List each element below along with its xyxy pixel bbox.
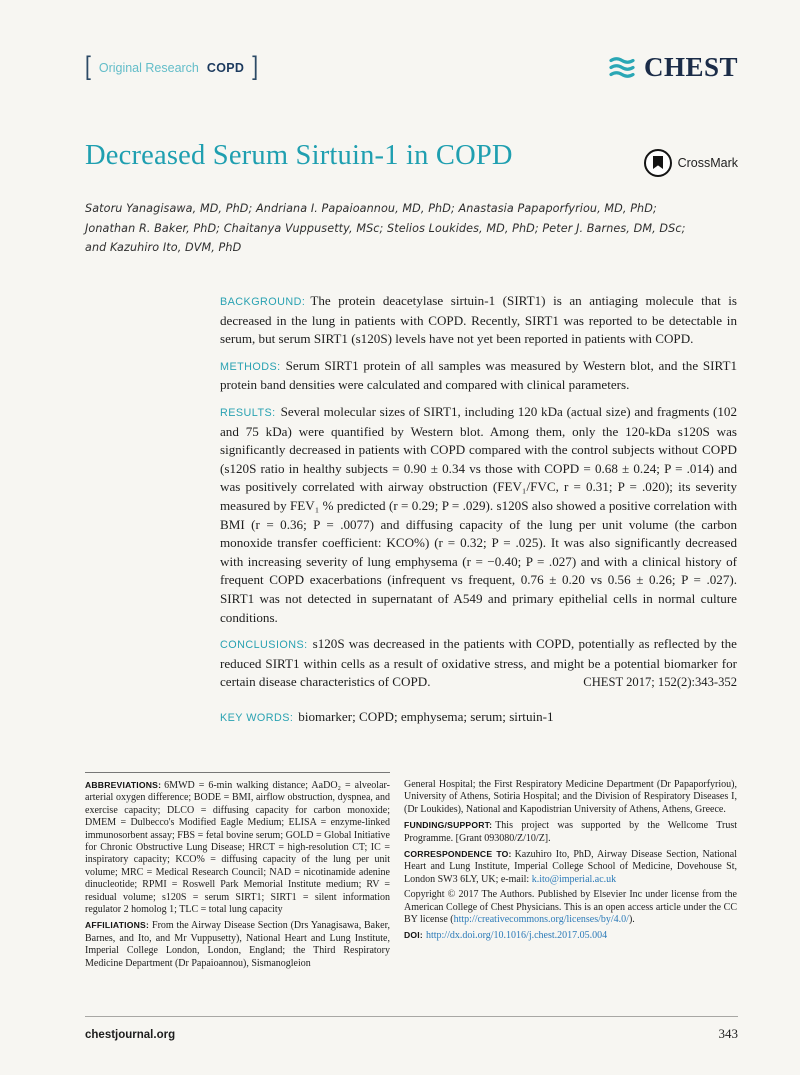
article-category-badge	[85, 51, 259, 81]
abbreviations	[85, 779, 390, 916]
author-line: and Kazuhiro Ito, DVM, PhD	[85, 241, 242, 254]
abbreviations-label: ABBREVIATIONS:	[85, 780, 162, 790]
copyright-text-pre: Copyright © 2017 The Authors. Published by Elsevier Inc under license from the American College of Chest Physicians. This is an open access article under the CC BY license (	[404, 889, 737, 926]
footnotes-left-column	[85, 772, 390, 973]
results-label: RESULTS:	[220, 406, 276, 419]
bracket-left: [	[85, 51, 91, 81]
journal-site-link[interactable]: chestjournal.org	[85, 1029, 176, 1041]
footnotes	[85, 772, 737, 973]
keywords	[220, 708, 737, 728]
conclusions-text: s120S was decreased in the patients with COPD, potentially as reflected by the reduced SIRT1 within cells as a result of oxidative stress, and might be a potential biomarker for certain disease characteristics of COPD.	[220, 636, 737, 690]
abstract	[220, 292, 737, 735]
keywords-label: KEY WORDS:	[220, 711, 294, 724]
background-label: BACKGROUND:	[220, 296, 306, 308]
category-label: Original Research	[98, 60, 199, 75]
doi	[404, 929, 737, 942]
methods-label: METHODS:	[220, 360, 281, 373]
background-text: The protein deacetylase sirtuin-1 (SIRT1) is an antiaging molecule that is decreased in the lung in patients with COPD. Recently, SIRT1 was reported to be detectable in serum, but serum SIRT1 (s120S) levels have not yet been reported in patients with COPD.	[220, 293, 737, 347]
correspondence-label: CORRESPONDENCE TO:	[404, 849, 512, 860]
topic-label: COPD	[206, 60, 245, 75]
crossmark-badge[interactable]	[643, 148, 738, 178]
copyright-notice	[404, 889, 737, 926]
funding-text: This project was supported by the Wellcome Trust Programme. [Grant 093080/Z/10/Z].	[404, 820, 737, 844]
author-line: Satoru Yanagisawa, MD, PhD; Andriana I. Papaioannou, MD, PhD; Anastasia Papaporfyriou, MD, PhD;	[85, 202, 657, 215]
chest-wordmark: CHEST	[643, 52, 738, 82]
keywords-text: biomarker; COPD; emphysema; serum; sirtuin-1	[298, 708, 554, 724]
correspondence-email-link[interactable]: k.ito@imperial.ac.uk	[531, 873, 617, 885]
masthead	[85, 52, 738, 83]
funding	[404, 819, 737, 845]
page-footer	[85, 1016, 738, 1042]
abstract-methods	[220, 357, 737, 395]
crossmark-icon	[643, 148, 673, 178]
results-text: Several molecular sizes of SIRT1, including 120 kDa (actual size) and fragments (102 and 75 kDa) were quantified by Western blot. Among them, only the 120-kDa s120S was significantly decreased in patients with COPD compared with the control subjects without COPD (s120S ratio in healthy subjects = 0.90 ± 0.34 vs those with COPD = 0.68 ± 0.24; P = .014) and was positively correlated with airway obstruction (FEV₁/FVC, r = 0.31; P = .020); its severity measured by FEV₁ % predicted (r = 0.29; P = .029). s120S also showed a positive correlation with BMI (r = 0.36; P = .0077) and diffusing capacity of the lung per unit volume (the carbon monoxide transfer coefficient: KCO%) (r = 0.32; P = .025). It was also significantly decreased with increasing severity of lung emphysema (r = −0.40; P = .027) and with a clinical history of frequent COPD exacerbations (infrequent vs frequent, 0.76 ± 0.20 vs 0.56 ± 0.26; P = .027). SIRT1 was not detected in supernatant of A549 and primary epithelial cells in normal culture conditions.	[220, 403, 737, 625]
cc-by-license-link[interactable]: http://creativecommons.org/licenses/by/4.0/	[453, 914, 629, 926]
methods-text: Serum SIRT1 protein of all samples was measured by Western blot, and the SIRT1 protein band densities were calculated and compared with clinical parameters.	[220, 357, 737, 393]
correspondence-text: Kazuhiro Ito, PhD, Airway Disease Section, National Heart and Lung Institute, Imperial College School of Medicine, Dovehouse St, London SW3 6LY, UK; e-mail:	[404, 849, 737, 885]
conclusions-label: CONCLUSIONS:	[220, 639, 308, 652]
author-line: Jonathan R. Baker, PhD; Chaitanya Vuppusetty, MSc; Stelios Loukides, MD, PhD; Peter J. Barnes, DM, DSc;	[85, 221, 686, 235]
affiliations-text: From the Airway Disease Section (Drs Yanagisawa, Baker, Barnes, and Ito, and Mr Vuppusetty), National Heart and Lung Institute, Imperial College London, London, England; the Third Respiratory Medicine Department (Dr Papaioannou), Sismanogleion	[85, 920, 390, 969]
chest-waves-icon	[609, 56, 637, 79]
page-number: 343	[718, 1026, 738, 1041]
abstract-results	[220, 403, 737, 627]
abstract-background	[220, 292, 737, 349]
article-title: Decreased Serum Sirtuin-1 in COPD	[85, 140, 513, 171]
chest-logo	[609, 52, 738, 83]
doi-label: DOI:	[404, 930, 423, 941]
footnotes-right-column	[404, 772, 737, 973]
doi-link[interactable]: http://dx.doi.org/10.1016/j.chest.2017.05.004	[425, 930, 608, 942]
author-list	[85, 199, 685, 258]
affiliations-label: AFFILIATIONS:	[85, 920, 150, 931]
funding-label: FUNDING/SUPPORT:	[404, 820, 493, 831]
title-row	[85, 140, 738, 178]
abstract-conclusions	[220, 635, 737, 692]
affiliations	[85, 919, 390, 970]
abbreviations-text: 6MWD = 6-min walking distance; AaDO₂ = alveolar-arterial oxygen difference; BODE = BMI, airflow obstruction, dyspnea, and exercise capacity; DLCO = diffusing capacity for carbon monoxide; DMEM = Dulbecco's Modified Eagle Medium; ELISA = enzyme-linked immunosorbent assay; FBS = fetal bovine serum; GOLD = Global Initiative for Chronic Obstructive Lung Disease; HRCT = high-resolution CT; IC = inspiratory capacity; KCO% = diffusing capacity of the lung per unit volume; MRC = Medical Research Council; NAD = nicotinamide adenine dinucleotide; RPMI = Roswell Park Memorial Institute medium; RV = residual volume; s120S = serum SIRT1; SIRT1 = silent information regulator 2 homolog 1; TLC = total lung capacity	[85, 780, 390, 916]
affiliations-continued: General Hospital; the First Respiratory Medicine Department (Dr Papaporfyriou), University of Athens, Sotiria Hospital; and the Division of Respiratory Diseases I, (Dr Loukides), National and Kapodistrian University of Athens, Athens, Greece.	[404, 779, 737, 815]
journal-citation: CHEST 2017; 152(2):343-352	[583, 675, 737, 690]
copyright-text-post: ).	[628, 914, 635, 926]
correspondence	[404, 848, 737, 886]
crossmark-label: CrossMark	[677, 156, 738, 170]
bracket-right: ]	[252, 51, 259, 81]
